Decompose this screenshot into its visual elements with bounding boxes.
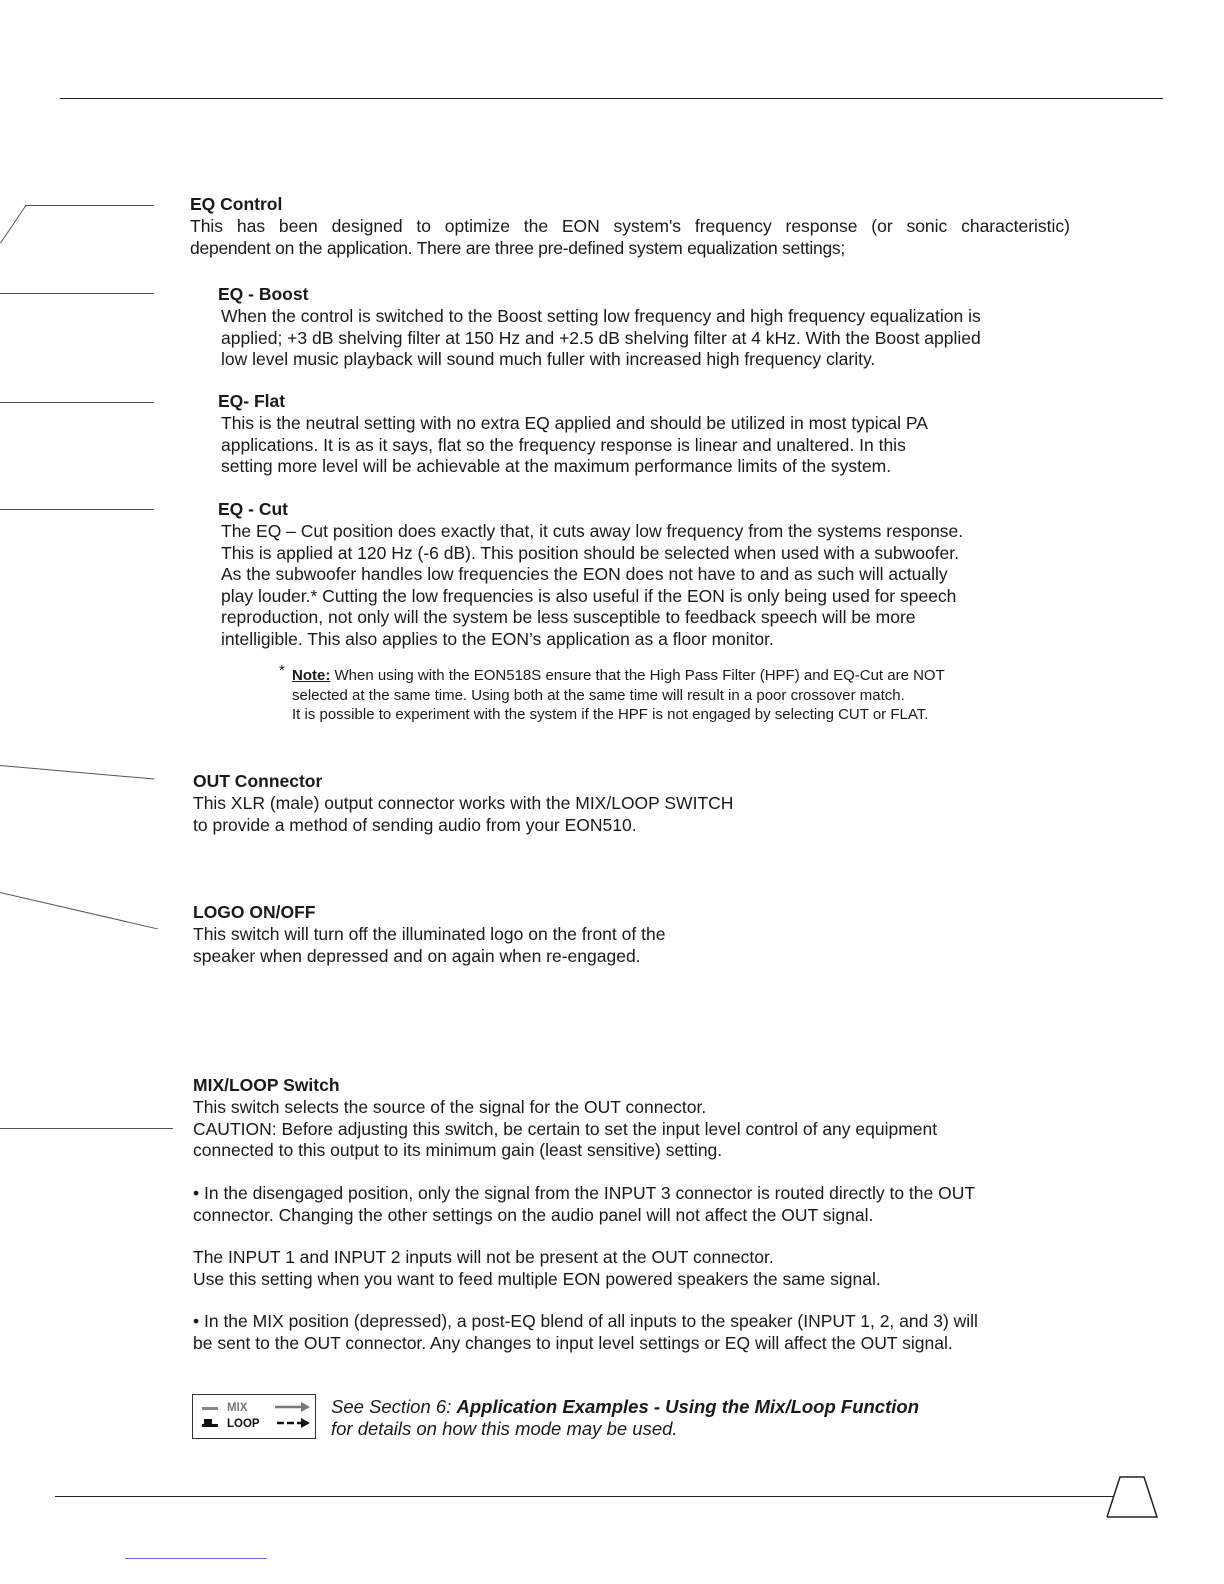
loop-arrow-head-icon [301,1418,310,1428]
eq-boost-body [221,306,981,371]
text-line: This is applied at 120 Hz (-6 dB). This position should be selected when used with a subwoofer. [221,542,960,563]
mix-label: MIX [227,1402,248,1414]
leader-line-eq-control [25,205,154,206]
mix-loop-body [193,1097,937,1162]
note-line [292,666,945,686]
section-reference-line: for details on how this mode may be used. [331,1417,678,1439]
out-connector-body [193,793,733,836]
out-connector-heading: OUT Connector [193,771,323,791]
eq-control-heading: EQ Control [190,194,283,214]
text-line: This switch selects the source of the signal for the OUT connector. [193,1097,707,1117]
mix-switch-indicator [202,1407,218,1410]
leader-line-eq-cut [0,509,154,510]
note-text: When using with the EON518S ensure that the High Pass Filter (HPF) and EQ-Cut are NOT [334,667,945,684]
section-reference-title: Application Examples - Using the Mix/Loop Function [456,1396,920,1417]
mix-loop-heading: MIX/LOOP Switch [193,1075,340,1095]
text-line: The INPUT 1 and INPUT 2 inputs will not be present at the OUT connector. [193,1247,774,1267]
mix-arrow-head-icon [301,1402,310,1412]
eq-flat-body [221,413,928,478]
bottom-rule [55,1496,1113,1497]
text-line: This XLR (male) output connector works with the MIX/LOOP SWITCH [193,793,734,813]
section-reference-line [331,1396,919,1418]
text-line: Use this setting when you want to feed multiple EON powered speakers the same signal. [193,1268,881,1289]
text-line: to provide a method of sending audio from your EON510. [193,814,637,835]
note-line: It is possible to experiment with the system if the HPF is not engaged by selecting CUT or FLAT. [292,706,929,723]
text-line: intelligible. This also applies to the EON’s application as a floor monitor. [221,628,774,649]
logo-onoff-body [193,924,665,967]
text-line: be sent to the OUT connector. Any changes to input level settings or EQ will affect the OUT signal. [193,1332,953,1353]
loop-switch-indicator [202,1424,218,1427]
leader-line-eq-flat [0,402,154,403]
mix-loop-disengaged [193,1183,975,1226]
text-line: connector. Changing the other settings on the audio panel will not affect the OUT signal. [193,1204,874,1225]
mix-loop-switch-icon [193,1395,315,1438]
text-line: • In the disengaged position, only the signal from the INPUT 3 connector is routed directly to the OUT [193,1183,976,1203]
mix-loop-inputs [193,1247,881,1290]
section-reference-prefix: See Section 6: [331,1396,457,1417]
page-tab-icon [1106,1476,1158,1518]
eq-cut-body [221,521,963,650]
text-line: This has been designed to optimize the EON system's frequency response (or sonic characteristic) [190,216,1070,236]
text-line: setting more level will be achievable at the maximum performance limits of the system. [221,456,892,476]
footer-link-underline [125,1558,267,1559]
text-line: As the subwoofer handles low frequencies the EON does not have to and as such will actually [221,564,948,584]
loop-label: LOOP [227,1418,260,1430]
leader-line-mix-loop [0,1128,173,1129]
text-line: low level music playback will sound much fuller with increased high frequency clarity. [221,349,876,369]
leader-line-eq-control-diagonal [0,205,27,244]
leader-line-logo [0,892,158,929]
leader-line-eq-boost [0,293,154,294]
text-line: This is the neutral setting with no extra EQ applied and should be utilized in most typical PA [221,413,928,433]
text-line: applications. It is as it says, flat so the frequency response is linear and unaltered. In this [221,434,906,455]
top-rule [60,98,1163,99]
logo-onoff-heading: LOGO ON/OFF [193,902,316,922]
note-label: Note: [292,667,331,684]
text-line: reproduction, not only will the system be less susceptible to feedback speech will be more [221,607,916,627]
mix-loop-icon-box [192,1394,316,1439]
note-asterisk: * [279,662,285,679]
text-line: This switch will turn off the illuminated logo on the front of the [193,924,666,944]
page-tab-outline [1107,1477,1157,1517]
text-line: When the control is switched to the Boost setting low frequency and high frequency equalization is [221,306,981,326]
eq-boost-heading: EQ - Boost [218,284,309,304]
text-line: applied; +3 dB shelving filter at 150 Hz and +2.5 dB shelving filter at 4 kHz. With the Boost applied [221,327,981,348]
section-reference [331,1396,919,1439]
mix-loop-mix-position [193,1311,978,1354]
note-block [292,666,945,725]
eq-flat-heading: EQ- Flat [218,391,286,411]
note-line: selected at the same time. Using both at the same time will result in a poor crossover match. [292,686,905,704]
text-line: speaker when depressed and on again when re-engaged. [193,945,641,966]
eq-control-intro [190,216,1070,259]
text-line: connected to this output to its minimum gain (least sensitive) setting. [193,1140,723,1160]
text-line: dependent on the application. There are three pre-defined system equalization settings; [190,237,846,258]
leader-line-out-connector [0,765,154,780]
text-line: CAUTION: Before adjusting this switch, be certain to set the input level control of any equipment [193,1118,938,1139]
text-line: • In the MIX position (depressed), a post-EQ blend of all inputs to the speaker (INPUT 1, 2, and 3) will [193,1311,978,1331]
text-line: The EQ – Cut position does exactly that, it cuts away low frequency from the systems response. [221,521,964,541]
text-line: play louder.* Cutting the low frequencies is also useful if the EON is only being used for speech [221,585,957,606]
eq-cut-heading: EQ - Cut [218,499,288,519]
loop-switch-knob [204,1419,212,1424]
